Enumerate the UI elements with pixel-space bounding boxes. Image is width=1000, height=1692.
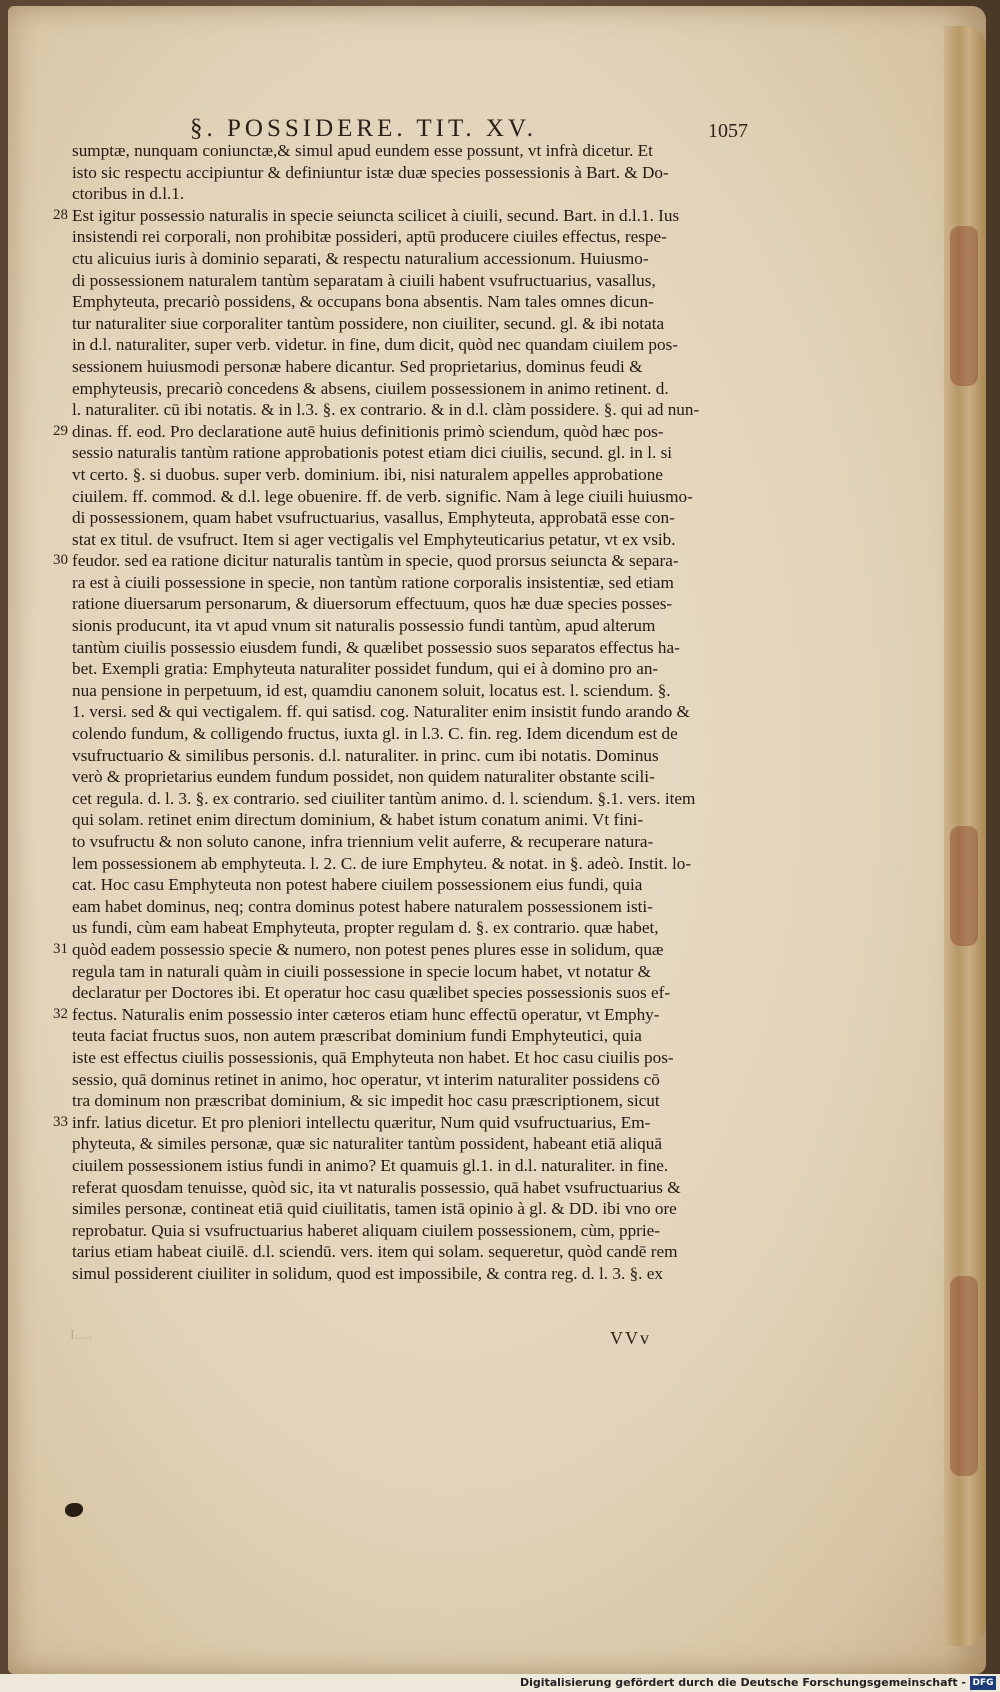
line-text: referat quosdam tenuisse, quòd sic, ita vt naturalis possessio, quā habet vsufructuarius & [72, 1177, 681, 1197]
text-line [72, 982, 752, 1004]
line-text: infr. latius dicetur. Et pro pleniori intellectu quæritur, Num quid vsufructuarius, Em- [72, 1112, 651, 1132]
text-line [72, 766, 752, 788]
line-text: qui solam. retinet enim directum dominium, & habet istum conatum animi. Vt fini- [72, 810, 644, 830]
text-line [72, 917, 752, 939]
line-text: ctu alicuius iuris à dominio separati, & respectu naturalium accessionum. Huiusmo- [72, 248, 649, 268]
line-text: phyteuta, & similes personæ, quæ sic naturaliter tantùm possident, habeant etiā aliquā [72, 1134, 662, 1154]
line-text: tur naturaliter siue corporaliter tantùm possidere, non ciuiliter, secund. gl. & ibi notata [72, 313, 665, 333]
text-line [72, 874, 752, 896]
text-line [72, 507, 752, 529]
page-number: 1057 [708, 120, 748, 142]
text-line [72, 1090, 752, 1112]
text-line [72, 853, 752, 875]
text-line [53, 550, 752, 572]
text-line [72, 1133, 752, 1155]
line-text: sessionem huiusmodi personæ habere dicantur. Sed proprietarius, dominus feudi & [72, 356, 643, 376]
text-line [72, 745, 752, 767]
line-text: cat. Hoc casu Emphyteuta non potest habere ciuilem possessionem eius fundi, quia [72, 875, 643, 895]
line-text: regula tam in naturali quàm in ciuili possessione in specie locum habet, vt notatur & [72, 961, 651, 981]
page-edge-stain [950, 826, 978, 946]
line-text: di possessionem naturalem tantùm separatam à ciuili habent vsufructuarius, vasallus, [72, 270, 656, 290]
line-text: vsufructuario & similibus personis. d.l. naturaliter. in princ. cum ibi notatis. Dominus [72, 745, 659, 765]
text-line [72, 1155, 752, 1177]
line-text: bet. Exempli gratia: Emphyteuta naturaliter possidet fundum, qui ei à domino pro an- [72, 659, 659, 679]
line-text: to vsufructu & non soluto canone, infra triennium velit auferre, & recuperare natura- [72, 832, 654, 851]
line-text: similes personæ, contineat etiā quid ciuilitatis, tamen istā opinio à gl. & DD. ibi vno ore [72, 1199, 677, 1219]
margin-number: 31 [53, 940, 68, 957]
text-line [53, 205, 752, 227]
text-line [72, 162, 752, 184]
text-line [72, 788, 752, 810]
footer-text: Digitalisierung gefördert durch die Deutsche Forschungsgemeinschaft - [519, 1676, 966, 1689]
line-text: l. naturaliter. cū ibi notatis. & in l.3. §. ex contrario. & in d.l. clàm possidere. §. qui ad nun- [72, 400, 700, 420]
body-text [53, 140, 752, 1284]
digitization-footer [0, 1674, 1000, 1692]
line-text: tantùm ciuilis possessio eiusdem fundi, & quælibet possessio suos separatos effectus ha- [72, 637, 680, 657]
line-text: tarius etiam habeat ciuilē. d.l. sciendū. vers. item qui solam. sequeretur, quòd candē rem [72, 1242, 678, 1262]
text-line [72, 723, 752, 745]
line-text: vt certo. §. si duobus. super verb. dominium. ibi, nisi naturalem appelles approbatione [72, 464, 663, 484]
text-line [72, 270, 752, 292]
line-text: in d.l. naturaliter, super verb. videtur. in fine, dum dicit, quòd nec quandam ciuilem pos- [72, 335, 678, 355]
line-text: iste est effectus ciuilis possessionis, quā Emphyteuta non habet. Et hoc casu ciuilis pos- [72, 1047, 674, 1067]
text-line [72, 291, 752, 313]
text-line [72, 248, 752, 270]
text-line [72, 1025, 752, 1047]
line-text: sessio naturalis tantùm ratione approbationis potest etiam dici ciuilis, secund. gl. in l. si [72, 443, 673, 463]
line-text: 1. versi. sed & qui vectigalem. ff. qui satisd. cog. Naturaliter enim insistit fundo arando & [72, 702, 690, 722]
line-text: sessio, quā dominus retinet in animo, hoc operatur, vt interim naturaliter possidens cō [72, 1069, 660, 1089]
text-line [72, 464, 752, 486]
text-line [53, 421, 752, 443]
text-line [72, 1047, 752, 1069]
line-text: insistendi rei corporali, non prohibitæ possideri, aptū producere ciuiles effectus, respe- [72, 227, 667, 247]
line-text: cet regula. d. l. 3. §. ex contrario. sed ciuiliter tantùm animo. d. l. sciendum. §.1. vers. item [72, 788, 696, 808]
text-line [72, 593, 752, 615]
text-line [72, 680, 752, 702]
line-text: stat ex titul. de vsufruct. Item si ager vectigalis vel Emphyteuticarius petatur, vt ex vsib. [72, 529, 676, 549]
line-text: declaratur per Doctores ibi. Et operatur hoc casu quælibet species possessionis suos ef- [72, 983, 671, 1003]
catchword: VVv [610, 1328, 651, 1348]
text-line [72, 313, 752, 335]
line-text: ra est à ciuili possessione in specie, non tantùm ratione corporalis insistentiæ, sed etiam [72, 572, 674, 592]
line-text: lem possessionem ab emphyteuta. l. 2. C. de iure Emphyteu. & notat. in §. adeò. Instit. lo- [72, 853, 692, 873]
text-line [72, 572, 752, 594]
text-line [72, 183, 752, 205]
line-text: Emphyteuta, precariò possidens, & occupans bona absentis. Nam tales omnes dicun- [72, 292, 654, 312]
line-text: us fundi, cùm eam habeat Emphyteuta, propter regulam d. §. ex contrario. quæ habet, [72, 918, 659, 938]
line-text: simul possiderent ciuiliter in solidum, quod est impossibile, & contra reg. d. l. 3. §. ex [72, 1263, 663, 1283]
line-text: reprobatur. Quia si vsufructuarius haberet aliquam ciuilem possessionem, cùm, pprie- [72, 1220, 661, 1240]
text-line [72, 399, 752, 421]
text-line [72, 615, 752, 637]
text-line [72, 378, 752, 400]
line-text: isto sic respectu accipiuntur & definiuntur istæ duæ species possessionis à Bart. & Do- [72, 162, 669, 182]
line-text: ciuilem. ff. commod. & d.l. lege obuenire. ff. de verb. signific. Nam à lege ciuili huiusmo- [72, 486, 693, 506]
line-text: emphyteusis, precariò concedens & absens, ciuilem possessionem in animo retinent. d. [72, 378, 669, 398]
line-text: ctoribus in d.l.1. [72, 184, 185, 204]
line-text: feudor. sed ea ratione dicitur naturalis tantùm in specie, quod prorsus seiuncta & separa- [72, 551, 679, 571]
line-text: sionis producunt, ita vt apud vnum sit naturalis possessio fundi tantùm, apud alterum [72, 616, 656, 636]
line-text: teuta faciat fructus suos, non autem præscribat dominium fundi Emphyteutici, quia [72, 1026, 642, 1046]
line-text: di possessionem, quam habet vsufructuarius, vasallus, Emphyteuta, approbatā esse con- [72, 508, 675, 528]
text-line [72, 1198, 752, 1220]
text-line [72, 896, 752, 918]
text-line [72, 961, 752, 983]
text-line [72, 831, 752, 853]
text-line [72, 1263, 752, 1285]
line-text: colendo fundum, & colligendo fructus, iuxta gl. in l.3. C. fin. reg. Idem dicendum est de [72, 724, 678, 744]
text-line [53, 1112, 752, 1134]
line-text: ratione diuersarum personarum, & diuersorum effectuum, quos hæ duæ species posses- [72, 594, 673, 614]
line-text: ciuilem possessionem istius fundi in animo? Et quamuis gl.1. in d.l. naturaliter. in fine. [72, 1155, 669, 1175]
running-head: §. POSSIDERE. TIT. XV. [190, 115, 538, 142]
text-line [72, 334, 752, 356]
text-line [72, 1069, 752, 1091]
text-line [72, 1241, 752, 1263]
text-line [72, 1220, 752, 1242]
text-line [72, 356, 752, 378]
line-text: eam habet dominus, neq; contra dominus potest habere naturalem possessionem isti- [72, 896, 653, 916]
line-text: nua pensione in perpetuum, id est, quamdiu canonem soluit, locatus est. l. sciendum. §. [72, 680, 671, 700]
line-text: tra dominum non præscribat dominium, & sic impedit hoc casu præscriptionem, sicut [72, 1091, 660, 1111]
line-text: dinas. ff. eod. Pro declaratione autē huius definitionis primò sciendum, quòd hæc pos- [72, 421, 664, 441]
text-line [72, 226, 752, 248]
text-line [72, 809, 752, 831]
line-text: verò & proprietarius eundem fundum possidet, non quidem naturaliter obstante scili- [72, 767, 655, 787]
dfg-logo: DFG [970, 1676, 996, 1690]
line-text: quòd eadem possessio specie & numero, non potest penes plures esse in solidum, quæ [72, 939, 664, 959]
line-text: Est igitur possessio naturalis in specie seiuncta scilicet à ciuili, secund. Bart. in d.l.1. Ius [72, 205, 680, 225]
text-line [72, 486, 752, 508]
text-line [72, 442, 752, 464]
page-edge-stain [950, 1276, 978, 1476]
page-edge-stain [950, 226, 978, 386]
margin-number: 33 [53, 1113, 68, 1130]
line-text: fectus. Naturalis enim possessio inter cæteros etiam hunc effectū operatur, vt Emphy- [72, 1004, 660, 1024]
text-line [72, 637, 752, 659]
text-line [72, 529, 752, 551]
text-line [72, 1177, 752, 1199]
line-text: sumptæ, nunquam coniunctæ,& simul apud eundem esse possunt, vt infrà dicetur. Et [72, 141, 653, 160]
text-line [53, 1004, 752, 1026]
margin-number: 30 [53, 552, 68, 569]
text-line [72, 140, 752, 162]
text-line [72, 701, 752, 723]
faint-mark: I..... [70, 1328, 93, 1343]
text-line [53, 939, 752, 961]
margin-number: 28 [53, 206, 68, 223]
text-line [72, 658, 752, 680]
margin-number: 32 [53, 1005, 68, 1022]
margin-number: 29 [53, 422, 68, 439]
page-edge [944, 26, 986, 1646]
